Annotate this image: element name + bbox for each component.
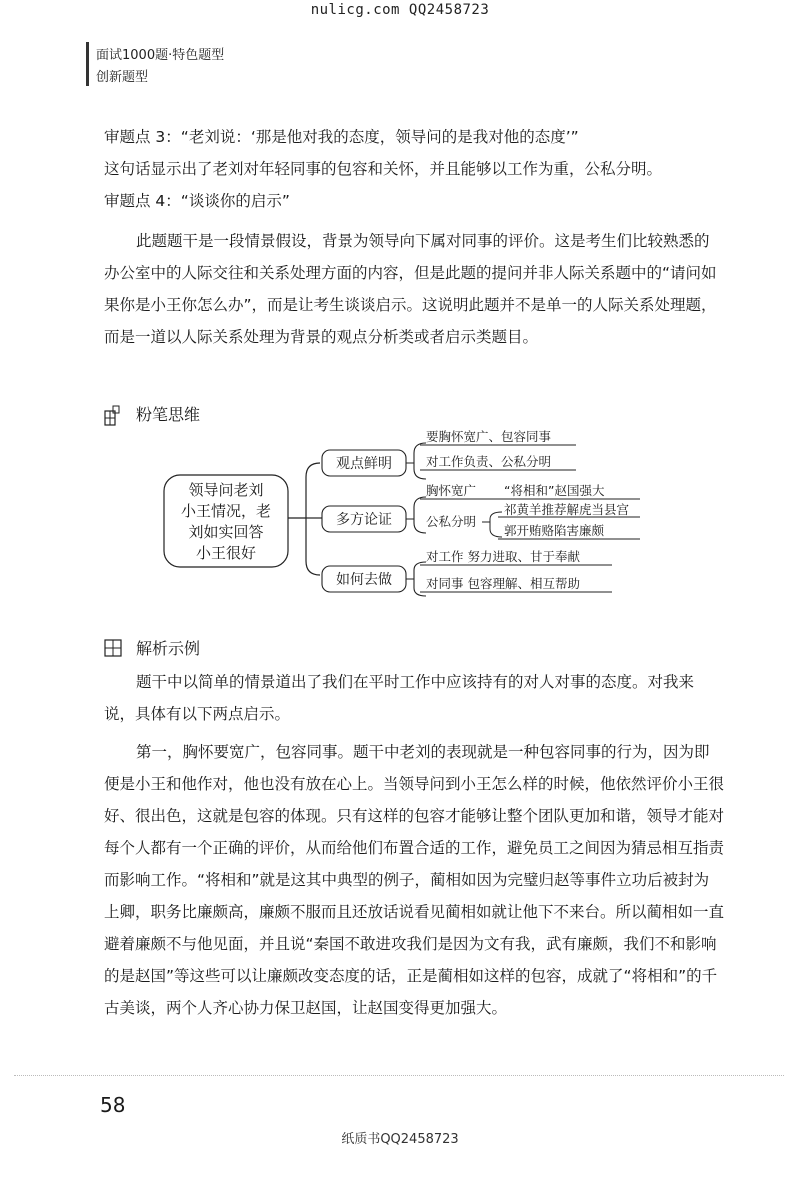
mindmap-section-heading — [104, 402, 200, 425]
mindmap-branch-2-sub-2-leaf-2: 郭开贿赂陷害廉颇 — [504, 523, 605, 538]
mindmap-branch-1-leaf-1: 要胸怀宽广、包容同事 — [426, 429, 552, 444]
mindmap-branch-2-sub-2-leaf-1: 祁黄羊推荐解虎当县宫 — [504, 502, 630, 517]
mind-map — [130, 425, 690, 610]
mindmap-root-line-1: 领导问老刘 — [188, 481, 264, 499]
page-number: 58 — [100, 1093, 126, 1117]
mindmap-branch-1-leaf-2: 对工作负责、公私分明 — [426, 454, 552, 469]
mindmap-branch-3-leaf-1: 对工作 努力进取、甘于奉献 — [426, 549, 580, 564]
pencil-grid-icon — [104, 405, 122, 423]
mindmap-root-line-2: 小王情况，老 — [180, 502, 272, 520]
mindmap-heading: 粉笔思维 — [136, 405, 201, 424]
top-watermark: nulicg.com QQ2458723 — [310, 2, 490, 18]
mindmap-branch-3-label: 如何去做 — [336, 572, 392, 588]
mindmap-root-brace — [306, 463, 320, 575]
mindmap-branch-2-sub-1: 胸怀宽广 — [426, 483, 477, 498]
example-heading: 解析示例 — [136, 639, 201, 658]
example-section-heading — [104, 636, 200, 659]
mindmap-branch-3-leaf-2: 对同事 包容理解、相互帮助 — [426, 576, 580, 591]
point-4-label: 审题点 4：“谈谈你的启示” — [104, 192, 290, 210]
mindmap-branch-2-sub-1-leaf: “将相和”赵国强大 — [504, 483, 605, 498]
point-3-label: 审题点 3：“老刘说：‘那是他对我的态度，领导问的是我对他的态度’” — [104, 128, 579, 146]
running-header-title: 面试1000题·特色题型 — [96, 48, 225, 63]
header-bar — [86, 42, 89, 86]
example-intro-paragraph: 题干中以简单的情景道出了我们在平时工作中应该持有的对人对事的态度。对我来说，具体有以下两点启示。 — [104, 673, 695, 723]
analysis-paragraph: 此题题干是一段情景假设，背景为领导向下属对同事的评价。这是考生们比较熟悉的办公室中的人际交往和关系处理方面的内容，但是此题的提问并非人际关系题中的“请问如果你是小王你怎么办”，而是让考生谈谈启示。这说明此题并不是单一的人际关系处理题，而是一道以人际关系处理为背景的观点分析类或者启示类题目。 — [104, 232, 717, 346]
mindmap-root-line-4: 小王很好 — [195, 544, 257, 562]
bottom-watermark: 纸质书QQ2458723 — [341, 1132, 459, 1147]
mindmap-branch-2-sub-2: 公私分明 — [426, 514, 477, 529]
grid-box-icon — [104, 639, 122, 657]
example-body-paragraph: 第一，胸怀要宽广，包容同事。题干中老刘的表现就是一种包容同事的行为，因为即便是小王和他作对，他也没有放在心上。当领导问到小王怎么样的时候，他依然评价小王很好、很出色，这就是包容的体现。只有这样的包容才能够让整个团队更加和谐，领导才能对每个人都有一个正确的评价，从而给他们布置合适的工作，避免员工之间因为猜忌相互指责而影响工作。“将相和”就是这其中典型的例子，蔺相如因为完璧归赵等事件立功后被封为上卿，职务比廉颇高，廉颇不服而且还放话说看见蔺相如就让他下不来台。所以蔺相如一直避着廉颇不与他见面，并且说“秦国不敢进攻我们是因为文有我，武有廉颇，我们不和影响的是赵国”等这些可以让廉颇改变态度的话，正是蔺相如这样的包容，成就了“将相和”的千古美谈，两个人齐心协力保卫赵国，让赵国变得更加强大。 — [104, 743, 725, 1017]
mindmap-branch-1-label: 观点鲜明 — [336, 456, 392, 472]
mindmap-root-line-3: 刘如实回答 — [188, 523, 264, 541]
point-3-text: 这句话显示出了老刘对年轻同事的包容和关怀，并且能够以工作为重，公私分明。 — [104, 160, 663, 178]
footer-rule — [14, 1075, 784, 1076]
mindmap-branch-2-label: 多方论证 — [336, 512, 392, 528]
running-header-subtitle: 创新题型 — [96, 70, 149, 85]
